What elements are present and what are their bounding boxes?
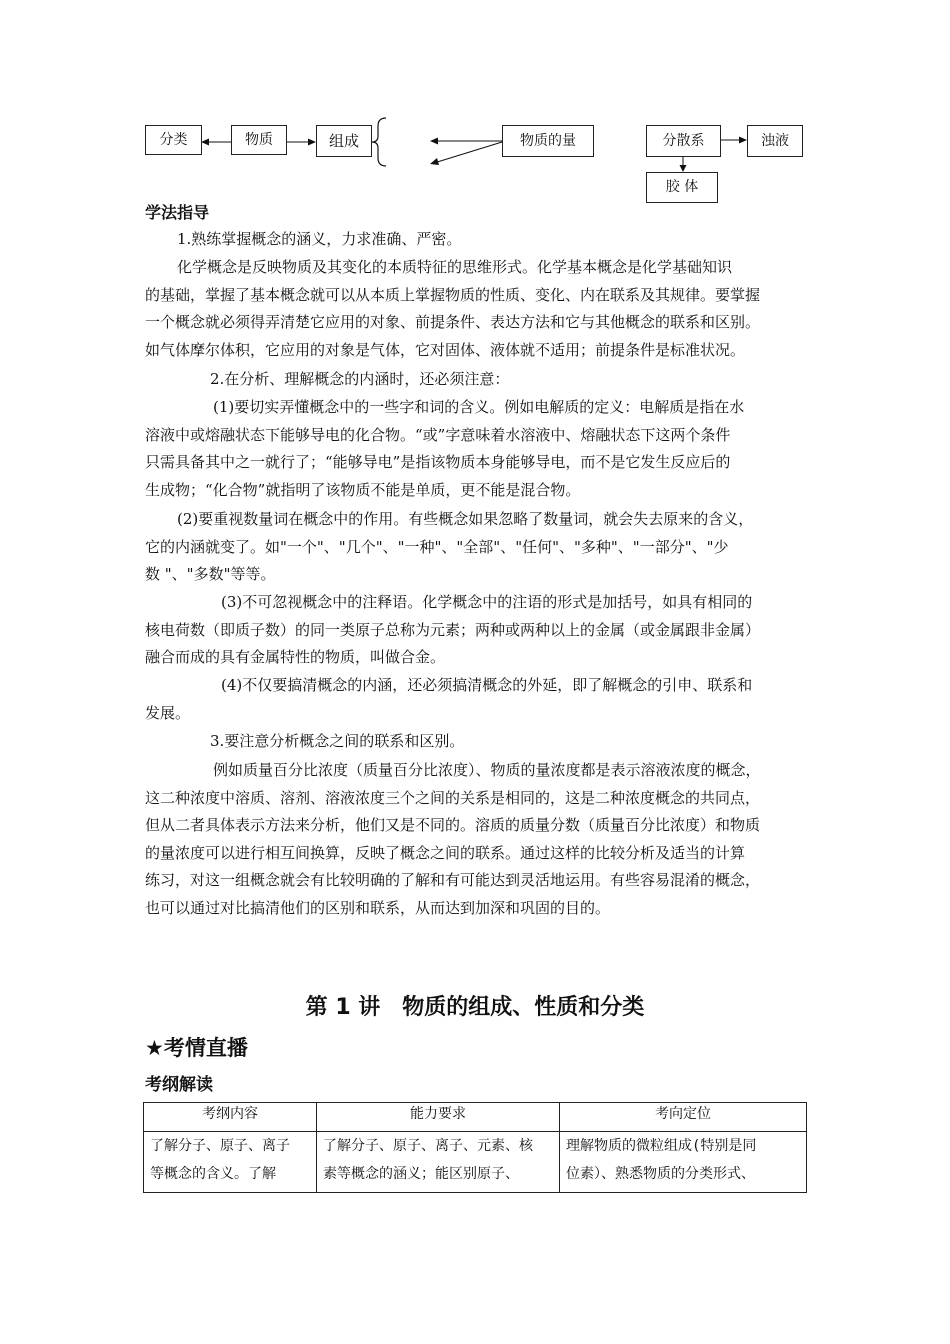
cell-line: 素等概念的涵义；能区别原子、 xyxy=(323,1166,519,1182)
text-line: 但从二者具体表示方法来分析，他们又是不同的。溶质的质量分数（质量百分比浓度）和物质 xyxy=(145,816,761,834)
table-header-row xyxy=(144,1103,807,1132)
text-line: 化学概念是反映物质及其变化的本质特征的思维形式。化学基本概念是化学基础知识 xyxy=(177,258,733,276)
text-line: 1.熟练掌握概念的涵义，力求准确、严密。 xyxy=(177,230,462,248)
table-row xyxy=(144,1132,807,1193)
table-header: 考向定位 xyxy=(560,1103,807,1132)
cell-line: 位素）、熟悉物质的分类形式、 xyxy=(566,1166,755,1182)
cell-line: 了解分子、原子、离子、元素、核 xyxy=(323,1138,533,1154)
text-line: 生成物；“化合物”就指明了该物质不能是单质，更不能是混合物。 xyxy=(145,480,581,499)
text-line: (2)要重视数量词在概念中的作用。有些概念如果忽略了数量词，就会失去原来的含义， xyxy=(177,510,754,528)
text-line: 的量浓度可以进行相互间换算，反映了概念之间的联系。通过这样的比较分析及适当的计算 xyxy=(145,843,746,862)
text-line: 溶液中或熔融状态下能够导电的化合物。“或”字意味着水溶液中、熔融状态下这两个条件 xyxy=(145,425,731,444)
text-line: (4)不仅要搞清概念的内涵，还必须搞清概念的外延，即了解概念的引申、联系和 xyxy=(221,676,753,694)
text-line: 发展。 xyxy=(145,703,191,722)
text-line: 只需具备其中之一就行了；“能够导电”是指该物质本身能够导电，而不是它发生反应后的 xyxy=(145,453,731,471)
para-8 xyxy=(210,728,464,756)
section-heading: 学法指导 xyxy=(145,203,210,222)
sub-heading: 考纲解读 xyxy=(145,1075,213,1095)
concept-diagram xyxy=(0,0,950,210)
box-fenlei: 分类 xyxy=(145,125,202,155)
text-line: 3.要注意分析概念之间的联系和区别。 xyxy=(210,732,465,750)
text-line: (1)要切实弄懂概念中的一些字和词的含义。例如电解质的定义：电解质是指在水 xyxy=(213,398,745,416)
text-line: 融合而成的具有金属特性的物质，叫做合金。 xyxy=(145,648,446,666)
text-line: (3)不可忽视概念中的注释语。化学概念中的注语的形式是加括号，如具有相同的 xyxy=(221,593,753,611)
para-5 xyxy=(145,506,753,589)
box-zucheng: 组成 xyxy=(316,125,372,157)
lecture-title: 第 1 讲 物质的组成、性质和分类 xyxy=(305,995,645,1020)
star-heading: ★考情直播 xyxy=(145,1036,248,1060)
para-6 xyxy=(145,589,760,672)
text-line: 核电荷数（即质子数）的同一类原子总称为元素；两种或两种以上的金属（或金属跟非金属） xyxy=(145,620,761,639)
table-cell xyxy=(317,1132,560,1193)
para-2 xyxy=(145,254,760,364)
text-line: 一个概念就必须得弄清楚它应用的对象、前提条件、表达方法和它与其他概念的联系和区别。 xyxy=(145,313,761,331)
para-9 xyxy=(145,757,761,922)
para-7 xyxy=(145,672,752,727)
brace xyxy=(372,118,386,166)
box-zhuoye: 浊液 xyxy=(747,125,803,157)
text-line: 例如质量百分比浓度（质量百分比浓度）、物质的量浓度都是表示溶液浓度的概念， xyxy=(213,761,761,779)
table-cell xyxy=(144,1132,317,1193)
table-header: 考纲内容 xyxy=(144,1103,317,1132)
text-line: 数 "、"多数"等等。 xyxy=(145,565,276,583)
table-header: 能力要求 xyxy=(317,1103,560,1132)
para-1 xyxy=(177,226,461,254)
para-4 xyxy=(145,394,744,504)
text-line: 的基础，掌握了基本概念就可以从本质上掌握物质的性质、变化、内在联系及其规律。要掌握 xyxy=(145,285,761,304)
text-line: 也可以通过对比搞清他们的区别和联系，从而达到加深和巩固的目的。 xyxy=(145,898,611,917)
text-line: 2.在分析、理解概念的内涵时，还必须注意： xyxy=(210,370,510,388)
text-line: 它的内涵就变了。如"一个"、"几个"、"一种"、"全部"、"任何"、"多种"、"一部分"、"少 xyxy=(145,537,729,556)
cell-line: 等概念的含义。了解 xyxy=(150,1166,276,1182)
para-3 xyxy=(210,366,509,394)
arrow-liang-lower xyxy=(434,142,502,163)
box-fensanxi: 分散系 xyxy=(646,125,721,157)
box-jiaoti: 胶 体 xyxy=(646,172,718,203)
exam-outline-table xyxy=(143,1102,807,1193)
box-wuzhideliang: 物质的量 xyxy=(502,125,594,157)
cell-line: 理解物质的微粒组成(特别是同 xyxy=(566,1138,757,1154)
text-line: 练习，对这一组概念就会有比较明确的了解和有可能达到灵活地运用。有些容易混淆的概念， xyxy=(145,871,761,889)
text-line: 如气体摩尔体积，它应用的对象是气体，它对固体、液体就不适用；前提条件是标准状况。 xyxy=(145,340,746,359)
table-cell xyxy=(560,1132,807,1193)
box-wuzhi: 物质 xyxy=(231,125,287,155)
text-line: 这二种浓度中溶质、溶剂、溶液浓度三个之间的关系是相同的，这是二种浓度概念的共同点， xyxy=(145,788,761,807)
cell-line: 了解分子、原子、离子 xyxy=(150,1138,290,1154)
